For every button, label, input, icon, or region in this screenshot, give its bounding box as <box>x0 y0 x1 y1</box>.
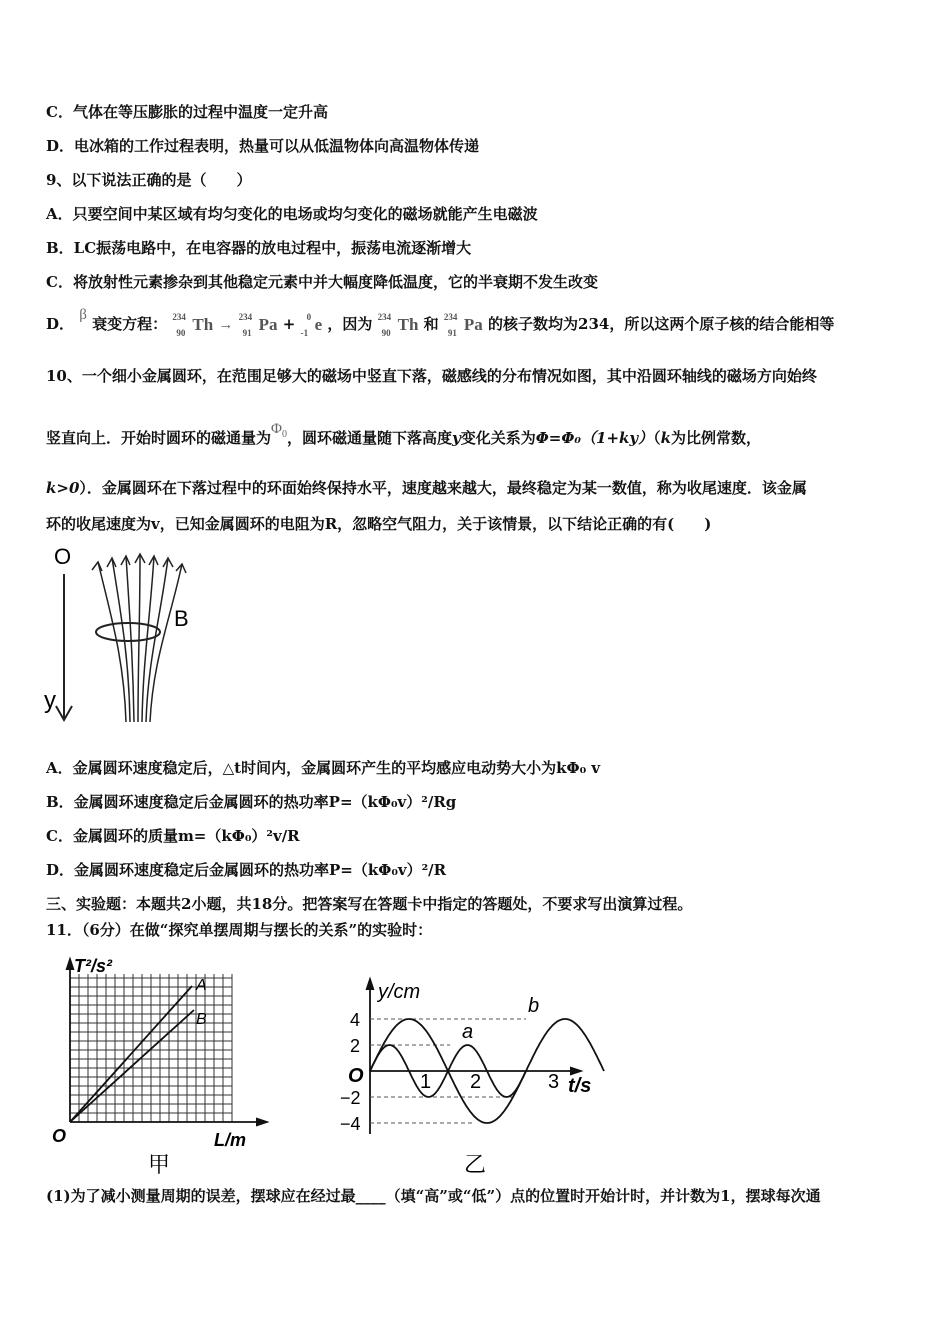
protactinium-nucleus: 234 91 Pa <box>238 312 278 338</box>
thorium-nucleus-2: 234 90 Th <box>377 312 419 338</box>
q9-option-a: A．只要空间中某区域有均匀变化的电场或均匀变化的磁场就能产生电磁波 <box>46 205 538 223</box>
yi-ytick-2: 2 <box>350 1036 361 1056</box>
magnetic-field-figure <box>40 540 210 730</box>
q8-option-c: C．气体在等压膨胀的过程中温度一定升高 <box>46 103 328 121</box>
q9-stem: 9、以下说法正确的是（ ） <box>46 171 252 189</box>
section-3-heading: 三、实验题：本题共2小题，共18分。把答案写在答题卡中指定的答题处，不要求写出演算过程。 <box>46 895 693 913</box>
q8-option-d: D．电冰箱的工作过程表明，热量可以从低温物体向高温物体传递 <box>46 137 480 155</box>
yi-xtick-1: 1 <box>420 1071 432 1093</box>
thorium-nucleus: 234 90 Th <box>172 312 214 338</box>
jia-line-b-label: B <box>196 1011 207 1028</box>
q9-option-b: B．LC振荡电路中，在电容器的放电过程中，振荡电流逐渐增大 <box>46 239 472 257</box>
protactinium-nucleus-2: 234 91 Pa <box>443 312 483 338</box>
q10-line1: 10、一个细小金属圆环，在范围足够大的磁场中竖直下落，磁感线的分布情况如图，其中沿圆环轴线的磁场方向始终 <box>46 367 817 385</box>
jia-line-a-label: A <box>196 977 207 994</box>
yi-ytick-4: 4 <box>350 1010 361 1030</box>
q9-option-d: D． β 衰变方程： 234 90 Th → 234 91 Pa + 0 -1 e ，因为 234 90 Th 和 234 91 Pa 的核子数均为234，所以这两个原子核的结合能相等 <box>46 307 835 338</box>
graph-yi <box>330 970 620 1180</box>
yi-ytick-neg4: −4 <box>340 1114 361 1134</box>
yi-curve-a-label: a <box>462 1021 474 1043</box>
jia-origin: O <box>52 1126 67 1146</box>
q11-part1: (1)为了减小测量周期的误差，摆球应在经过最____（填“高”或“低”）点的位置时开始计时，并计数为1，摆球每次通 <box>46 1187 821 1205</box>
q10-option-c: C．金属圆环的质量m=（kΦ₀）²v/R <box>46 827 300 845</box>
q10-option-d: D．金属圆环速度稳定后金属圆环的热功率P=（kΦ₀v）²/R <box>46 861 447 879</box>
yi-caption: 乙 <box>464 1152 487 1177</box>
fig-label-b: B <box>174 606 189 631</box>
jia-caption: 甲 <box>148 1152 171 1177</box>
beta-symbol: β <box>79 307 87 323</box>
metal-ring <box>96 623 160 641</box>
yi-xlabel: t/s <box>568 1075 592 1097</box>
yi-origin: O <box>348 1065 364 1087</box>
yi-ylabel: y/cm <box>378 981 421 1003</box>
q10-line2: 竖直向上．开始时圆环的磁通量为$\Phi_0$，圆环磁通量随下落高度y变化关系为Φ=Φ₀（1+ky）（k为比例常数， <box>46 421 762 447</box>
q9-option-c: C．将放射性元素掺杂到其他稳定元素中并大幅度降低温度，它的半衰期不发生改变 <box>46 273 598 291</box>
jia-ylabel: T²/s² <box>74 956 112 976</box>
q10-option-a: A．金属圆环速度稳定后，△t时间内，金属圆环产生的平均感应电动势大小为kΦ₀ v <box>46 759 601 777</box>
line-b <box>70 1010 194 1122</box>
electron: 0 -1 e <box>300 312 323 338</box>
yi-curve-b-label: b <box>528 995 540 1017</box>
graph-jia <box>44 950 284 1180</box>
yi-ytick-neg2: −2 <box>340 1088 361 1108</box>
fig-label-y: y <box>44 687 56 714</box>
q10-option-b: B．金属圆环速度稳定后金属圆环的热功率P=（kΦ₀v）²/Rg <box>46 793 457 811</box>
fig-label-o: O <box>54 544 72 569</box>
q11-stem: 11．（6分）在做“探究单摆周期与摆长的关系”的实验时： <box>46 921 433 939</box>
q10-line4: 环的收尾速度为v，已知金属圆环的电阻为R，忽略空气阻力，关于该情景，以下结论正确的有( ) <box>46 515 712 533</box>
yi-xtick-2: 2 <box>470 1071 482 1093</box>
yi-xtick-3: 3 <box>548 1071 560 1093</box>
jia-xlabel: L/m <box>214 1130 247 1150</box>
q10-line3: k>0）．金属圆环在下落过程中的环面始终保持水平，速度越来越大，最终稳定为某一数值，称为收尾速度．该金属 <box>46 479 807 497</box>
